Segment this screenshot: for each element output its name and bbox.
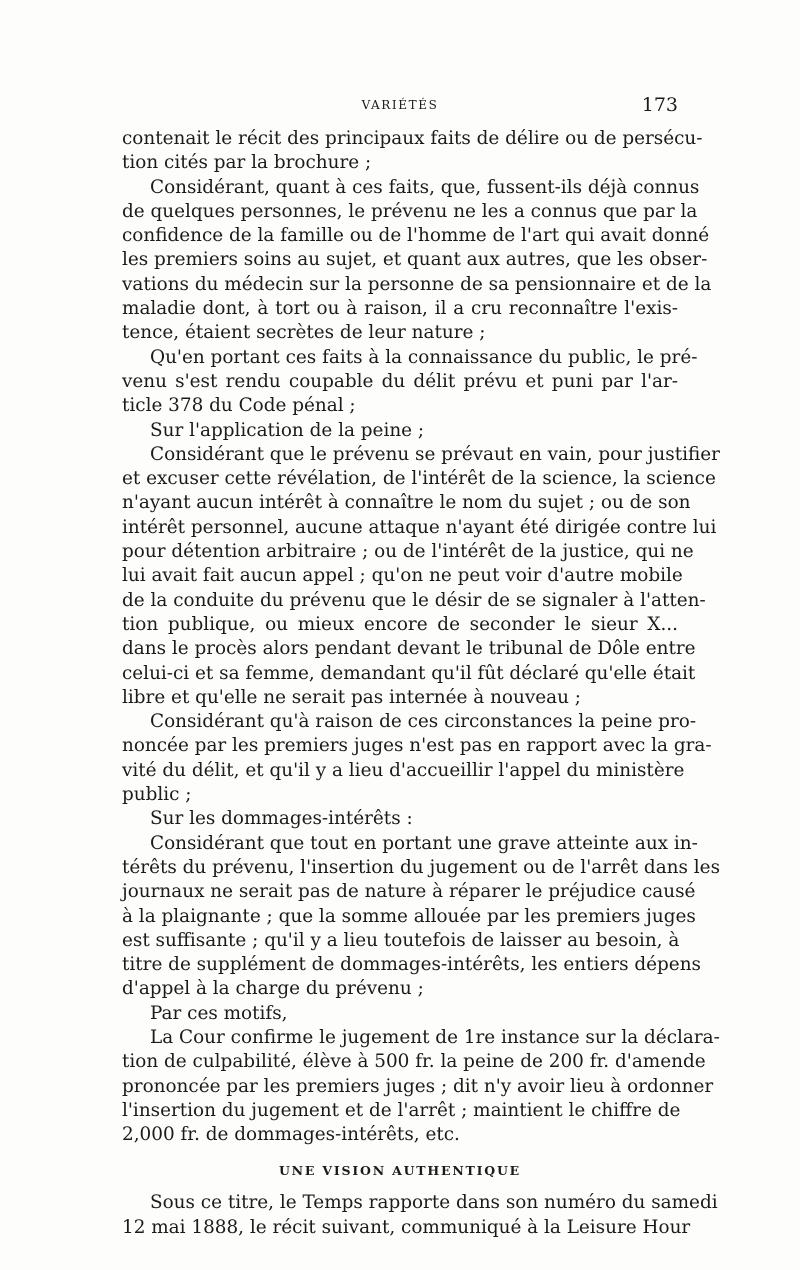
- text-line: Qu'en portant ces faits à la connaissance du public, le pré-: [150, 346, 698, 368]
- text-line: Sous ce titre, le Temps rapporte dans son numéro du samedi: [150, 1192, 718, 1214]
- text-line: dans le procès alors pendant devant le tribunal de Dôle entre: [122, 638, 696, 660]
- text-line: celui-ci et sa femme, demandant qu'il fût déclaré qu'elle était: [122, 662, 696, 684]
- text-line: tion publique, ou mieux encore de seconder le sieur X...: [122, 613, 678, 635]
- text-line: prononcée par les premiers juges ; dit n'y avoir lieu à ordonner: [122, 1075, 714, 1097]
- text-line: 12 mai 1888, le récit suivant, communiqué à la Leisure Hour: [122, 1216, 691, 1238]
- running-title: VARIÉTÉS: [361, 98, 439, 112]
- text-line: ticle 378 du Code pénal ;: [122, 395, 356, 417]
- section-heading: UNE VISION AUTHENTIQUE: [278, 1163, 522, 1179]
- text-line: lui avait fait aucun appel ; qu'on ne peut voir d'autre mobile: [122, 565, 683, 587]
- text-line: venu s'est rendu coupable du délit prévu et puni par l'ar-: [122, 370, 678, 392]
- text-line: 2,000 fr. de dommages-intérêts, etc.: [122, 1124, 460, 1146]
- text-line: noncée par les premiers juges n'est pas en rapport avec la gra-: [122, 735, 712, 757]
- text-line: l'insertion du jugement et de l'arrêt ; maintient le chiffre de: [122, 1099, 681, 1121]
- text-line: confidence de la famille ou de l'homme de l'art qui avait donné: [122, 225, 710, 247]
- text-line: tion de culpabilité, élève à 500 fr. la peine de 200 fr. d'amende: [122, 1051, 706, 1073]
- text-line: n'ayant aucun intérêt à connaître le nom du sujet ; ou de son: [122, 492, 691, 514]
- text-line: intérêt personnel, aucune attaque n'ayant été dirigée contre lui: [122, 516, 717, 538]
- text-line: Considérant, quant à ces faits, que, fussent-ils déjà connus: [150, 176, 700, 198]
- text-line: vité du délit, et qu'il y a lieu d'accueillir l'appel du ministère: [122, 759, 685, 781]
- text-line: Par ces motifs,: [150, 1002, 288, 1024]
- text-line: Sur l'application de la peine ;: [150, 419, 425, 441]
- text-line: tion cités par la brochure ;: [122, 152, 372, 174]
- text-line: vations du médecin sur la personne de sa pensionnaire et de la: [122, 273, 712, 295]
- text-line: journaux ne serait pas de nature à réparer le préjudice causé: [122, 881, 696, 903]
- text-line: Sur les dommages-intérêts :: [150, 808, 413, 830]
- text-line: et excuser cette révélation, de l'intérêt de la science, la science: [122, 468, 716, 490]
- text-line: titre de supplément de dommages-intérêts, les entiers dépens: [122, 954, 701, 976]
- text-line: Considérant qu'à raison de ces circonstances la peine pro-: [150, 711, 697, 733]
- body-text: [122, 127, 721, 1240]
- text-line: de la conduite du prévenu que le désir de se signaler à l'atten-: [122, 589, 706, 611]
- text-line: maladie dont, à tort ou à raison, il a cru reconnaître l'exis-: [122, 298, 678, 320]
- text-line: à la plaignante ; que la somme allouée par les premiers juges: [122, 905, 696, 927]
- text-line: pour détention arbitraire ; ou de l'intérêt de la justice, qui ne: [122, 541, 694, 563]
- text-line: libre et qu'elle ne serait pas internée à nouveau ;: [122, 686, 581, 708]
- text-line: d'appel à la charge du prévenu ;: [122, 978, 424, 1000]
- text-line: tence, étaient secrètes de leur nature ;: [122, 322, 486, 344]
- text-line: La Cour confirme le jugement de 1re instance sur la déclara-: [150, 1026, 720, 1048]
- text-line: les premiers soins au sujet, et quant aux autres, que les obser-: [122, 249, 708, 271]
- running-head: [122, 90, 678, 120]
- text-line: contenait le récit des principaux faits de délire ou de persécu-: [122, 128, 703, 149]
- text-line: Considérant que le prévenu se prévaut en vain, pour justifier: [150, 443, 720, 465]
- page-number: 173: [641, 94, 678, 116]
- text-line: térêts du prévenu, l'insertion du jugement ou de l'arrêt dans les: [122, 856, 721, 878]
- text-line: Considérant que tout en portant une grave atteinte aux in-: [150, 832, 698, 854]
- text-line: est suffisante ; qu'il y a lieu toutefois de laisser au besoin, à: [122, 929, 680, 951]
- text-line: public ;: [122, 784, 192, 806]
- text-line: de quelques personnes, le prévenu ne les a connus que par la: [122, 200, 698, 222]
